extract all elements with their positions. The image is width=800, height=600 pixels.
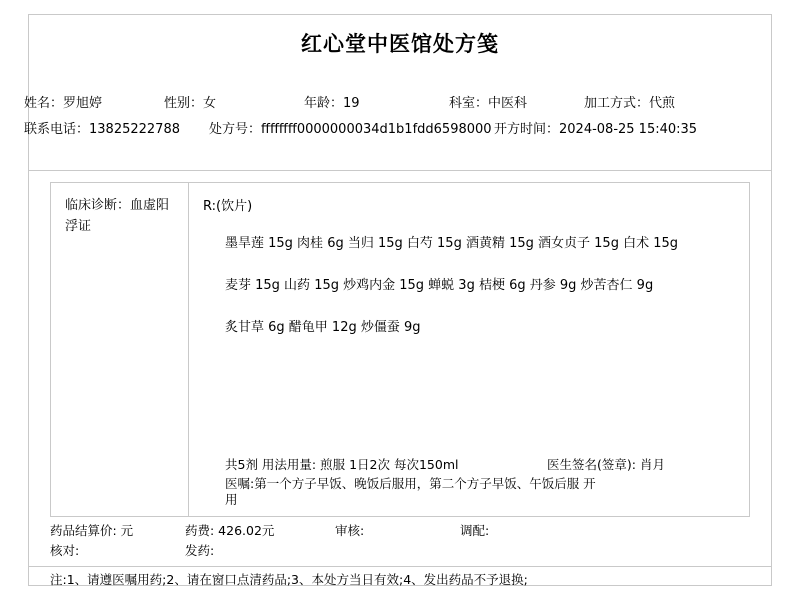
settlement-price: 药品结算价: 元	[50, 523, 134, 538]
prescription-body	[50, 182, 750, 517]
page-title: 红心堂中医馆处方笺	[301, 32, 499, 56]
usage-text: 共5剂 用法用量: 煎服 1日2次 每次150ml	[225, 457, 459, 472]
doctor-order-continued: 用	[225, 492, 238, 507]
footer-divider	[29, 566, 771, 567]
footer-fields	[50, 520, 750, 560]
herb-line: 墨旱莲 15g 肉桂 6g 当归 15g 白芍 15g 酒黄精 15g 酒女贞子 15g 白术 15g	[225, 236, 679, 251]
medicine-fee: 药费: 426.02元	[185, 523, 275, 538]
rx-head: R:(饮片)	[203, 199, 253, 214]
herb-line: 炙甘草 6g 醋龟甲 12g 炒僵蚕 9g	[225, 320, 421, 335]
doctor-order: 医嘱:第一个方子早饭、晚饭后服用，第二个方子早饭、午饭后服 开	[225, 476, 596, 491]
deliver-field: 发药:	[185, 543, 215, 558]
patient-gender: 性别：女	[164, 95, 217, 111]
usage-row	[225, 456, 737, 473]
patient-phone: 联系电话：13825222788	[24, 121, 180, 137]
process-method: 加工方式：代煎	[584, 95, 676, 111]
prescription-number: 处方号：ffffffff0000000034d1b1fdd6598000	[209, 121, 492, 137]
patient-meta	[24, 88, 720, 140]
doctor-signature: 医生签名(签章): 肖月	[547, 457, 665, 472]
usage-block	[225, 456, 737, 508]
patient-meta-row-1	[24, 88, 720, 114]
herb-line: 麦芽 15g 山药 15g 炒鸡内金 15g 蝉蜕 3g 桔梗 6g 丹参 9g 炒苦杏仁 9g	[225, 278, 654, 293]
header-divider	[29, 170, 771, 171]
check-field: 核对:	[50, 543, 80, 558]
footer-row-2	[50, 540, 750, 560]
department: 科室：中医科	[449, 95, 528, 111]
prescription-cell	[189, 183, 749, 516]
prescription-time: 开方时间：2024-08-25 15:40:35	[494, 121, 698, 137]
footer-row-1	[50, 520, 750, 540]
patient-meta-row-2	[24, 114, 720, 140]
dispense-field: 调配:	[460, 523, 490, 538]
footer-notes: 注:1、请遵医嘱用药;2、请在窗口点清药品;3、本处方当日有效;4、发出药品不予退换;	[50, 572, 528, 587]
review-field: 审核:	[335, 523, 365, 538]
patient-age: 年龄：19	[304, 95, 360, 111]
patient-name: 姓名：罗旭婷	[24, 95, 103, 111]
diagnosis-cell: 临床诊断：血虚阳浮证	[51, 183, 189, 516]
